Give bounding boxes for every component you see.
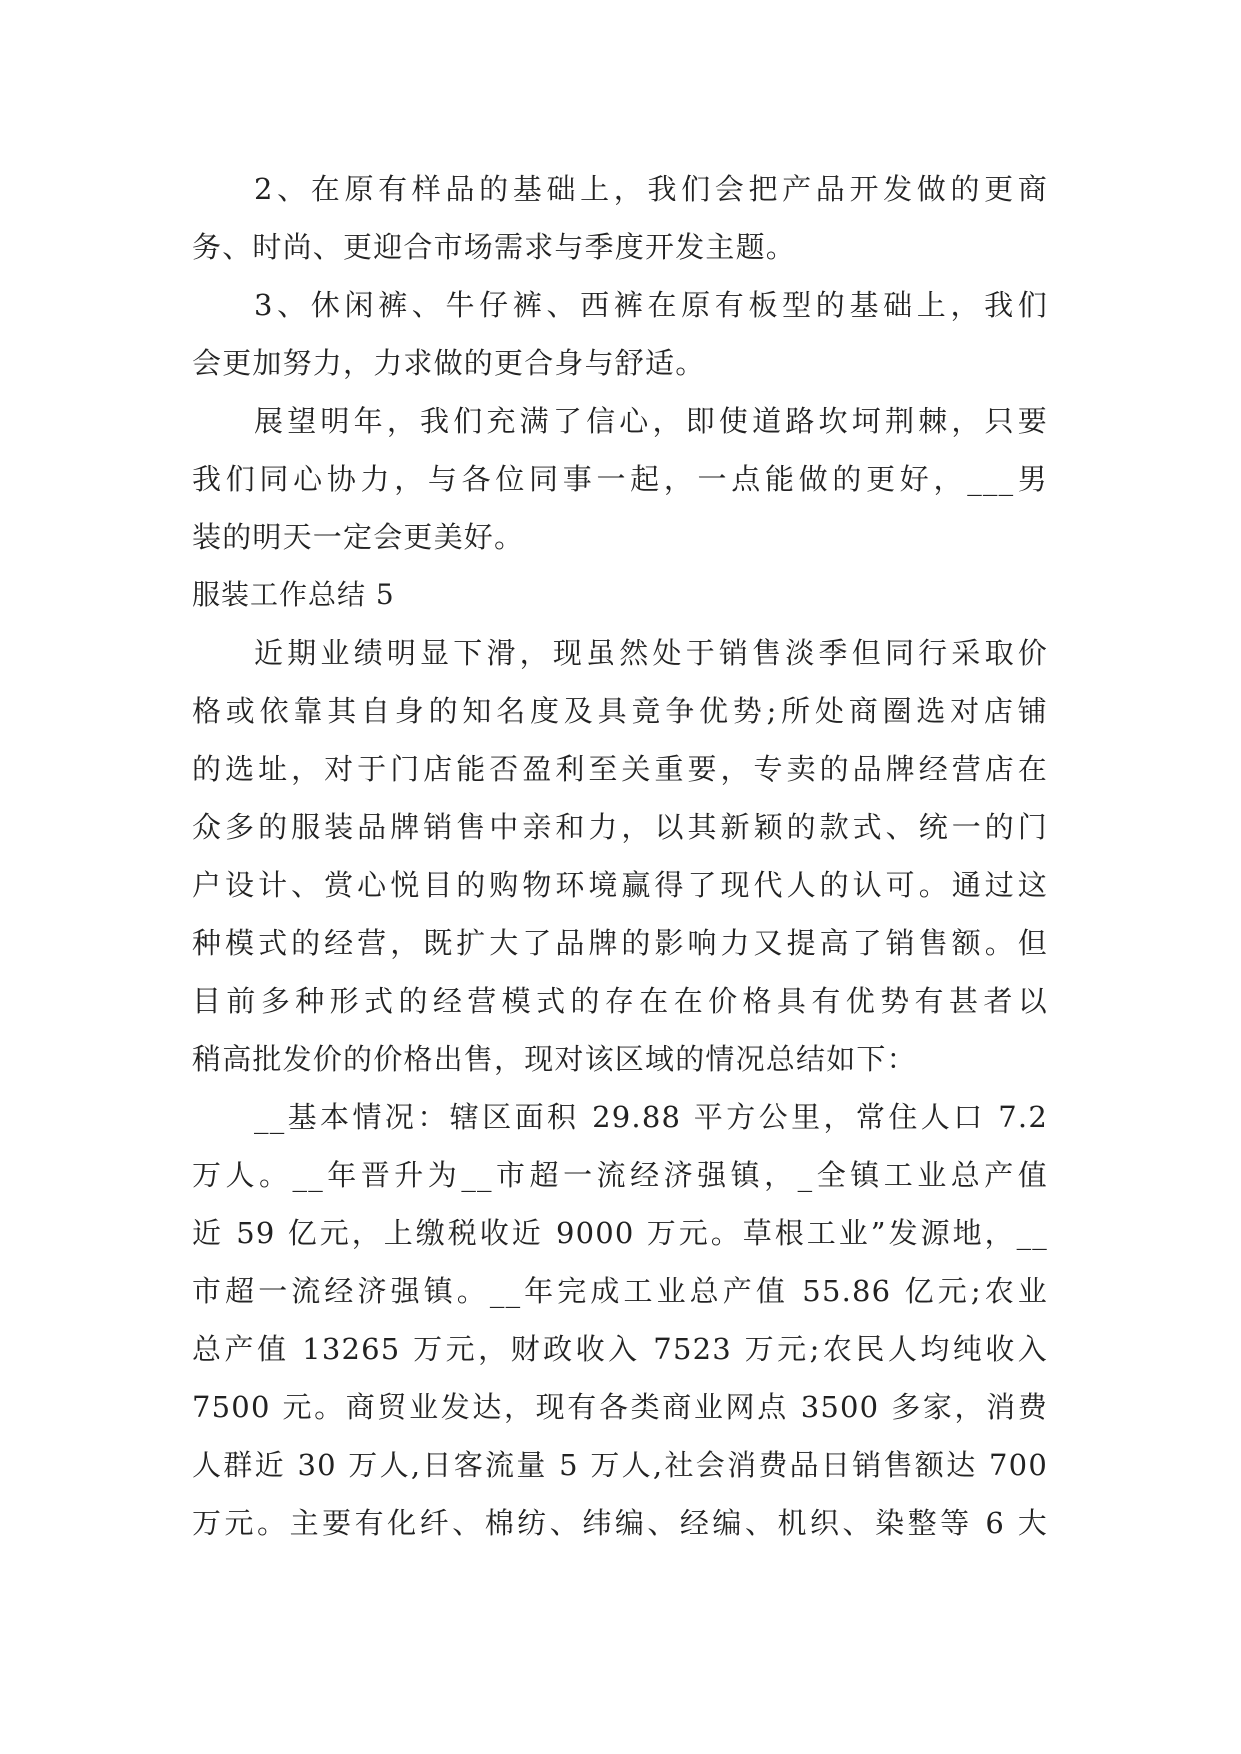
paragraph-outlook [192,392,1048,566]
text-line: 会更加努力，力求做的更合身与舒适。 [192,346,706,380]
text-line: 我们同心协力，与各位同事一起，一点能做的更好，___男 [192,462,1048,496]
text-line: 户设计、赏心悦目的购物环境赢得了现代人的认可。通过这 [192,868,1048,902]
text-line: 万人。__年晋升为__市超一流经济强镇，_全镇工业总产值 [192,1158,1048,1192]
text-line: 展望明年，我们充满了信心，即使道路坎坷荆棘，只要 [254,404,1048,438]
paragraph-basic-situation [192,1088,1048,1552]
paragraph-recent-performance [192,624,1048,1088]
text-line: 市超一流经济强镇。__年完成工业总产值 55.86 亿元;农业 [192,1274,1048,1308]
text-line: __基本情况：辖区面积 29.88 平方公里，常住人口 7.2 [254,1100,1048,1134]
text-line: 目前多种形式的经营模式的存在在价格具有优势有甚者以 [192,984,1048,1018]
text-line: 近期业绩明显下滑，现虽然处于销售淡季但同行采取价 [254,636,1048,670]
text-line: 稍高批发价的价格出售，现对该区域的情况总结如下： [192,1042,917,1076]
text-line: 2、在原有样品的基础上，我们会把产品开发做的更商 [254,172,1048,206]
text-line: 总产值 13265 万元，财政收入 7523 万元;农民人均纯收入 [192,1332,1048,1366]
text-line: 的选址，对于门店能否盈利至关重要，专卖的品牌经营店在 [192,752,1048,786]
text-line: 务、时尚、更迎合市场需求与季度开发主题。 [192,230,797,264]
document-body [192,160,1048,1552]
text-line: 格或依靠其自身的知名度及具竟争优势;所处商圈选对店铺 [192,694,1048,728]
text-line: 种模式的经营，既扩大了品牌的影响力又提高了销售额。但 [192,926,1048,960]
paragraph-pants-fit [192,276,1048,392]
text-line: 众多的服装品牌销售中亲和力，以其新颖的款式、统一的门 [192,810,1048,844]
text-line: 人群近 30 万人,日客流量 5 万人,社会消费品日销售额达 700 [192,1448,1048,1482]
paragraph-product-development [192,160,1048,276]
section-title: 服装工作总结 5 [192,578,395,611]
text-line: 装的明天一定会更美好。 [192,520,525,554]
text-line: 3、休闲裤、牛仔裤、西裤在原有板型的基础上，我们 [254,288,1048,322]
text-line: 7500 元。商贸业发达，现有各类商业网点 3500 多家，消费 [192,1390,1048,1424]
text-line: 万元。主要有化纤、棉纺、纬编、经编、机织、染整等 6 大 [192,1506,1048,1540]
text-line: 近 59 亿元，上缴税收近 9000 万元。草根工业”发源地，__ [192,1216,1048,1250]
